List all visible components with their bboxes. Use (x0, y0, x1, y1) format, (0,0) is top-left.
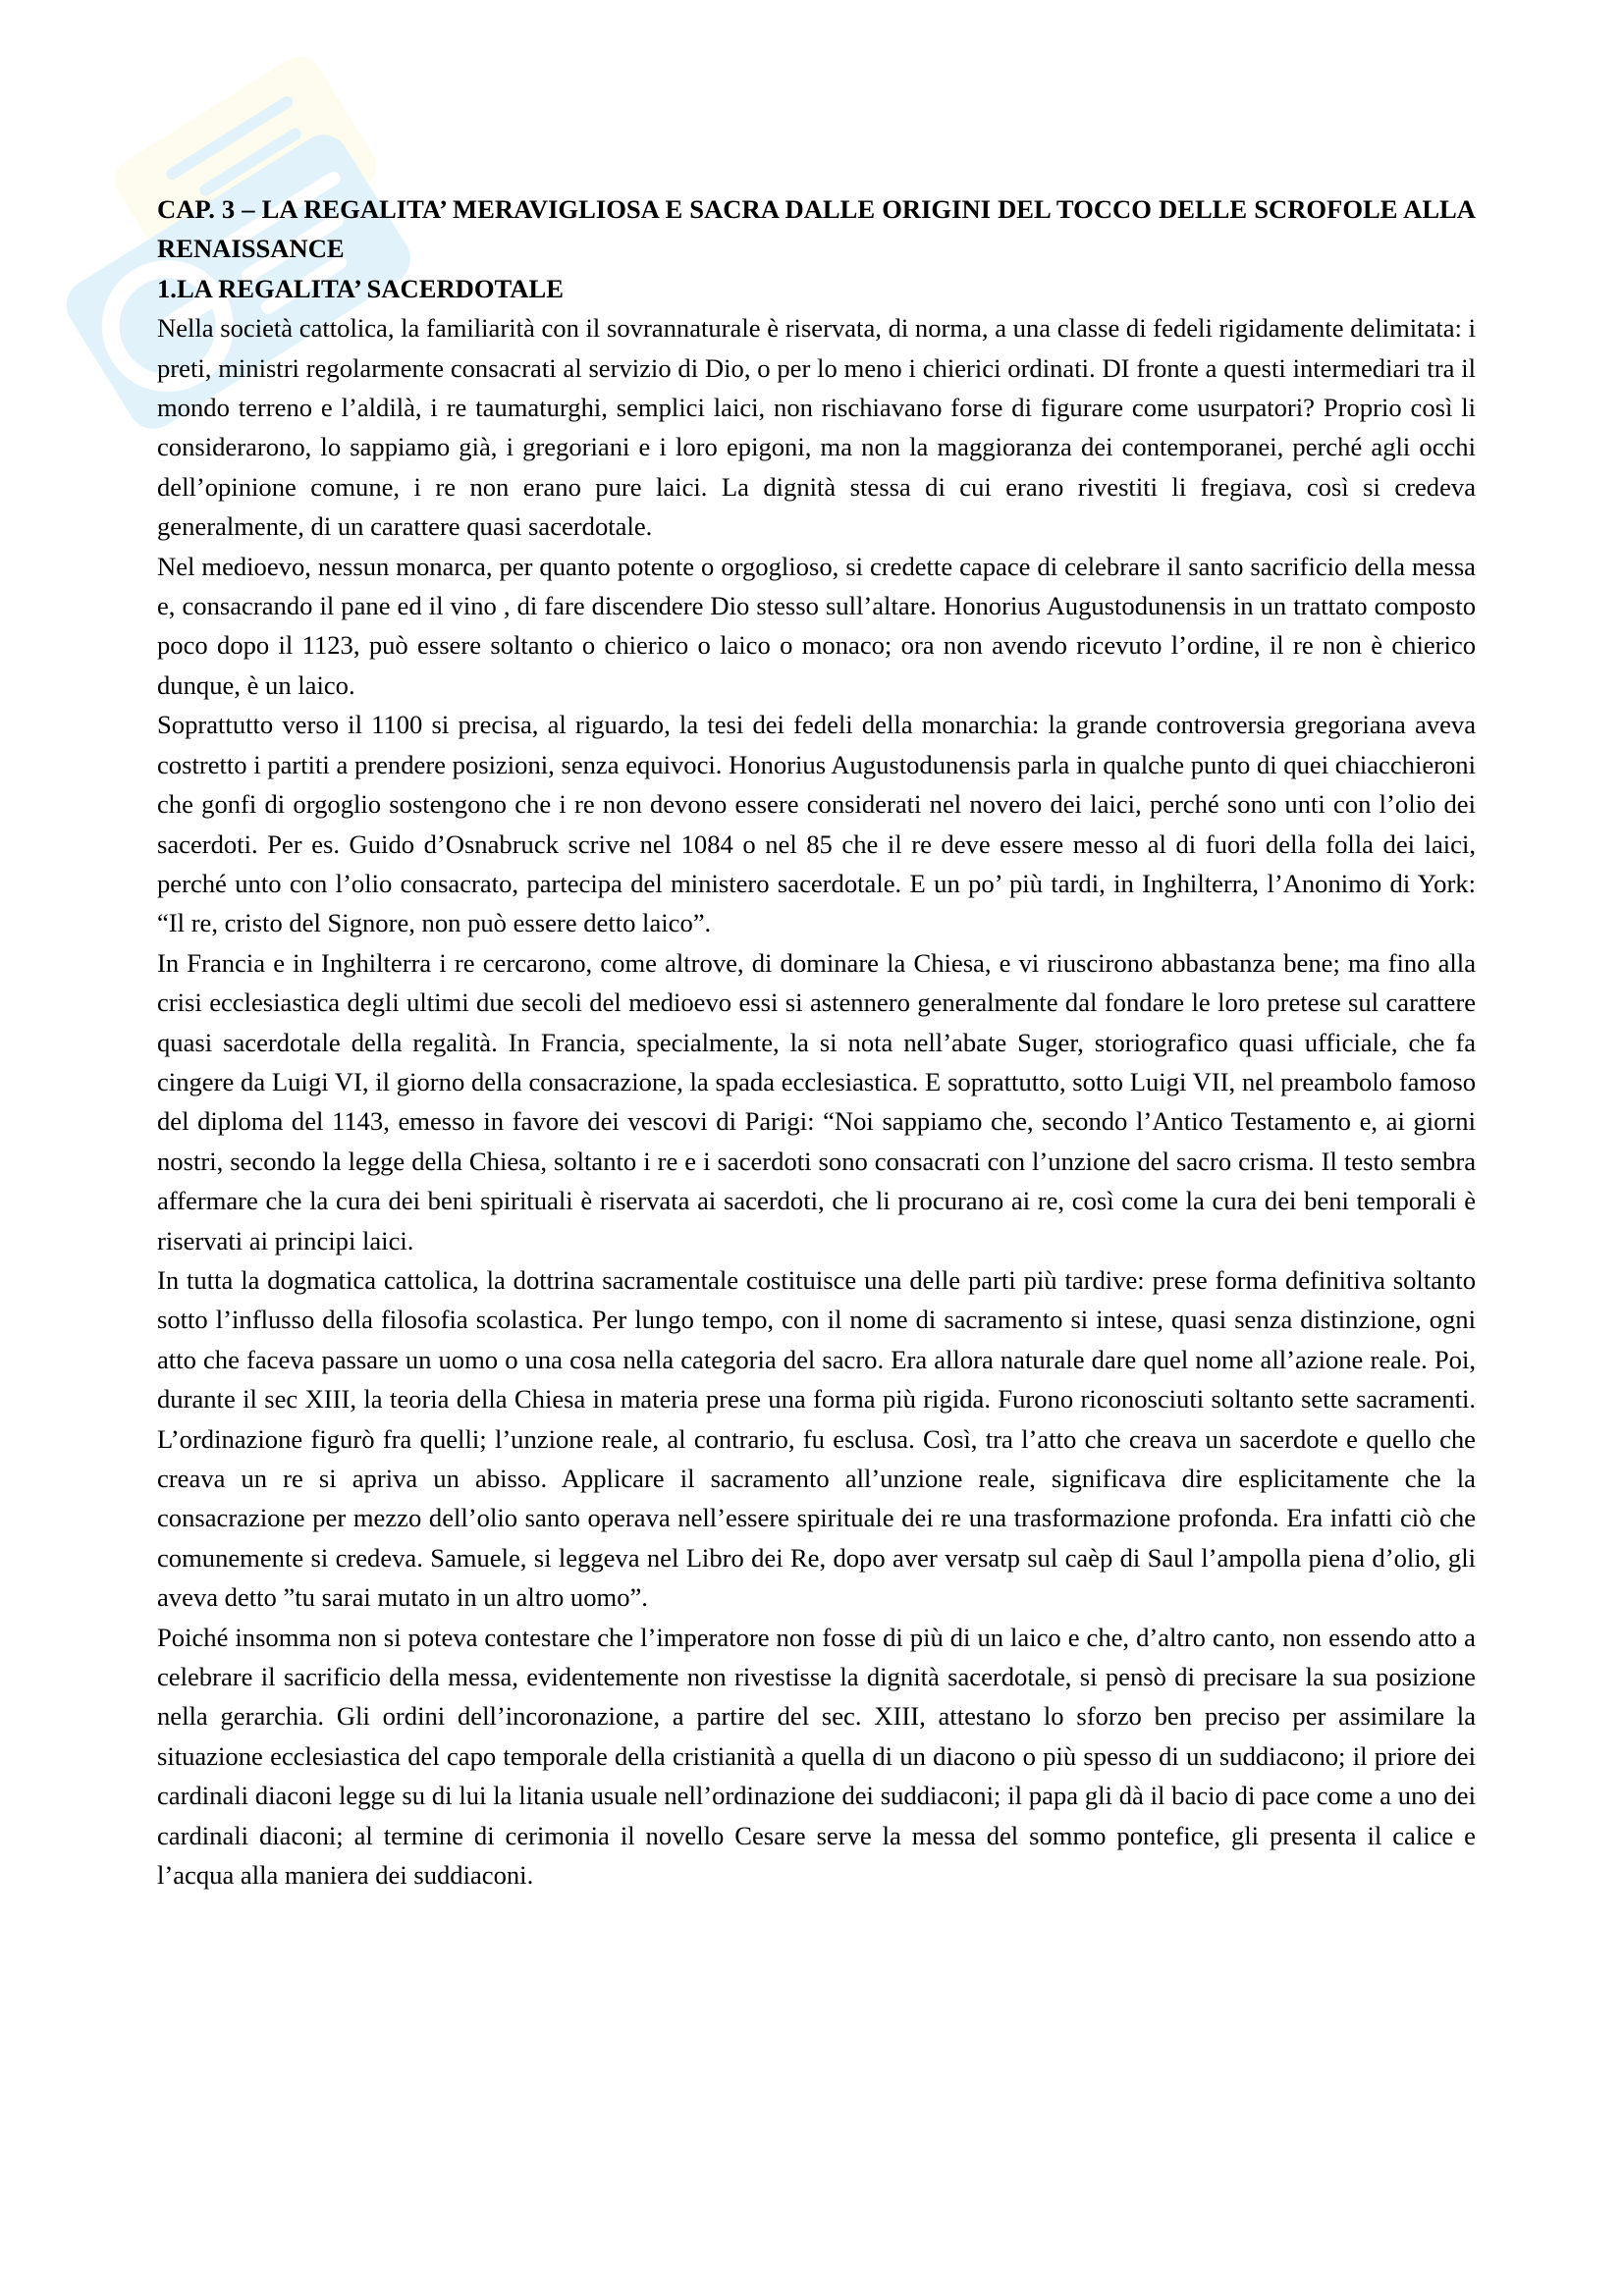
section-heading: 1.LA REGALITA’ SACERDOTALE (157, 273, 564, 303)
paragraph-4: In Francia e in Inghilterra i re cercarono, come altrove, di dominare la Chiesa, e vi riuscirono abbastanza bene; ma fino alla crisi ecclesiastica degli ultimi due secoli del medioevo essi si astennero generalmente dal fondare le loro pretese sul carattere quasi sacerdotale della regalità. In Francia, specialmente, la si nota nell’abate Suger, storiografico quasi ufficiale, che fa cingere da Luigi VI, il giorno della consacrazione, la spada ecclesiastica. E soprattutto, sotto Luigi VII, nel preambolo famoso del diploma del 1143, emesso in favore dei vescovi di Parigi: “Noi sappiamo che, secondo l’Antico Testamento e, ai giorni nostri, secondo la legge della Chiesa, soltanto i re e i sacerdoti sono consacrati con l’unzione del sacro crisma. Il testo sembra affermare che la cura dei beni spirituali è riservata ai sacerdoti, che li procurano ai re, così come la cura dei beni temporali è riservati ai principi laici. (157, 947, 1476, 1255)
document-page (157, 189, 1476, 1895)
watermark-line-4 (164, 94, 296, 183)
paragraph-6: Poiché insomma non si poteva contestare che l’imperatore non fosse di più di un laico e che, d’altro canto, non essendo atto a celebrare il sacrificio della messa, evidentemente non rivestisse la dignità sacerdotale, si pensò di precisare la sua posizione nella gerarchia. Gli ordini dell’incoronazione, a partire del sec. XIII, attestano lo sforzo ben preciso per assimilare la situazione ecclesiastica del capo temporale della cristianità a quella di un diacono o più spesso di un suddiacono; il priore dei cardinali diaconi legge su di lui la litania usuale nell’ordinazione dei suddiaconi; il papa gli dà il bacio di pace come a uno dei cardinali diaconi; al termine di cerimonia il novello Cesare serve la messa del sommo pontefice, gli presenta il calice e l’acqua alla maniera dei suddiaconi. (157, 1622, 1476, 1891)
paragraph-3: Soprattutto verso il 1100 si precisa, al riguardo, la tesi dei fedeli della monarchia: la grande controversia gregoriana aveva costretto i partiti a prendere posizioni, senza equivoci. Honorius Augustodunensis parla in qualche punto di quei chiacchieroni che gonfi di orgoglio sostengono che i re non devono essere considerati nel novero dei laici, perché sono unti con l’olio dei sacerdoti. Per es. Guido d’Osnabruck scrive nel 1084 o nel 85 che il re deve essere messo al di fuori della folla dei laici, perché unto con l’olio consacrato, partecipa del ministero sacerdotale. E un po’ più tardi, in Inghilterra, l’Anonimo di York: “Il re, cristo del Signore, non può essere detto laico”. (157, 710, 1476, 938)
watermark-line-5 (197, 126, 303, 198)
paragraph-1: Nella società cattolica, la familiarità con il sovrannaturale è riservata, di norma, a una classe di fedeli rigidamente delimitata: i preti, ministri regolarmente consacrati al servizio di Dio, o per lo meno i chierici ordinati. DI fronte a questi intermediari tra il mondo terreno e l’aldilà, i re taumaturghi, semplici laici, non rischiavano forse di figurare come usurpatori? Proprio così li considerarono, lo sappiamo già, i gregoriani e i loro epigoni, ma non la maggioranza dei contemporanei, perché agli occhi dell’opinione comune, i re non erano pure laici. La dignità stessa di cui erano rivestiti li fregiava, così si credeva generalmente, di un carattere quasi sacerdotale. (157, 313, 1476, 542)
paragraph-5: In tutta la dogmatica cattolica, la dottrina sacramentale costituisce una delle parti più tardive: prese forma definitiva soltanto sotto l’influsso della filosofia scolastica. Per lungo tempo, con il nome di sacramento si intese, quasi senza distinzione, ogni atto che faceva passare un uomo o una cosa nella categoria del sacro. Era allora naturale dare quel nome all’azione reale. Poi, durante il sec XIII, la teoria della Chiesa in materia prese una forma più rigida. Furono riconosciuti soltanto sette sacramenti. L’ordinazione figurò fra quelli; l’unzione reale, al contrario, fu esclusa. Così, tra l’atto che creava un sacerdote e quello che creava un re si apriva un abisso. Applicare il sacramento all’unzione reale, significava dire esplicitamente che la consacrazione per mezzo dell’olio santo operava nell’essere spirituale dei re una trasformazione profonda. Era infatti ciò che comunemente si credeva. Samuele, si leggeva nel Libro dei Re, dopo aver versatp sul caèp di Saul l’ampolla piena d’olio, gli aveva detto ”tu sarai mutato in un altro uomo”. (157, 1264, 1476, 1613)
chapter-title: CAP. 3 – LA REGALITA’ MERAVIGLIOSA E SACRA DALLE ORIGINI DEL TOCCO DELLE SCROFOLE ALLA RENAISSANCE (157, 194, 1476, 264)
paragraph-2: Nel medioevo, nessun monarca, per quanto potente o orgoglioso, si credette capace di celebrare il santo sacrificio della messa e, consacrando il pane ed il vino , di fare discendere Dio stesso sull’altare. Honorius Augustodunensis in un trattato composto poco dopo il 1123, può essere soltanto o chierico o laico o monaco; ora non avendo ricevuto l’ordine, il re non è chierico dunque, è un laico. (157, 551, 1476, 700)
